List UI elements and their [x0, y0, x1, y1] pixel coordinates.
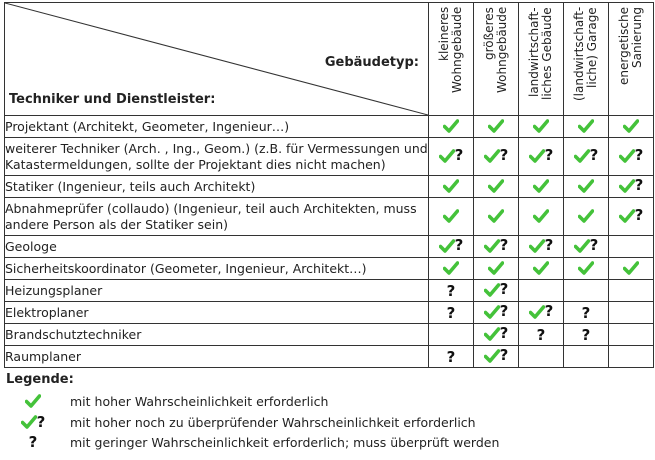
table-cell: [609, 346, 654, 368]
question-mark-icon: ?: [446, 347, 456, 366]
table-cell: [609, 198, 654, 236]
mark-checkq: [484, 237, 509, 255]
question-mark-icon: ?: [499, 346, 509, 364]
checkmark-icon: [529, 149, 545, 163]
checkmark-icon: [443, 209, 459, 223]
table-cell: [564, 198, 609, 236]
row-label: Statiker (Ingenieur, teils auch Architekt): [5, 176, 429, 198]
mark-check: [578, 207, 594, 225]
mark-q: [582, 304, 591, 322]
table-cell: [474, 116, 519, 138]
checkmark-icon: [529, 305, 545, 319]
table-cell: [609, 258, 654, 280]
checkmark-icon: [443, 119, 459, 133]
mark-checkq: [619, 207, 644, 225]
question-mark-icon: ?: [589, 146, 599, 164]
legend-symbol: [6, 392, 60, 410]
table-cell: [519, 280, 564, 302]
table-cell: [474, 324, 519, 346]
mark-check: [623, 259, 639, 277]
checkmark-icon: [533, 119, 549, 133]
table-cell: [564, 236, 609, 258]
checkmark-icon: [443, 261, 459, 275]
table-cell: [429, 176, 474, 198]
mark-checkq: [21, 413, 46, 431]
checkmark-icon: [488, 209, 504, 223]
table-row: [5, 258, 654, 280]
checkmark-icon: [484, 305, 500, 319]
table-row: [5, 324, 654, 346]
table-cell: [609, 116, 654, 138]
row-label: Brandschutztechniker: [5, 324, 429, 346]
column-header-small-residential: kleineres Wohngebäude: [429, 3, 474, 116]
question-mark-icon: ?: [499, 280, 509, 298]
mark-check: [578, 117, 594, 135]
question-mark-icon: ?: [28, 432, 38, 451]
legend-symbol: [6, 433, 60, 451]
table-cell: [474, 302, 519, 324]
mark-check: [533, 259, 549, 277]
table-cell: [609, 302, 654, 324]
column-header-large-residential: größeres Wohngebäude: [474, 3, 519, 116]
checkmark-icon: [484, 349, 500, 363]
mark-checkq: [439, 237, 464, 255]
legend-item-check: [6, 392, 328, 410]
mark-q: [29, 433, 38, 451]
row-label: weiterer Techniker (Arch. , Ing., Geom.) (z.B. für Vermessungen und Katastermeldungen, sollte der Projektant dies nicht machen): [5, 138, 429, 176]
mark-check: [443, 259, 459, 277]
checkmark-icon: [21, 415, 37, 429]
checkmark-icon: [619, 209, 635, 223]
mark-q: [537, 326, 546, 344]
table-cell: [609, 324, 654, 346]
row-label: Raumplaner: [5, 346, 429, 368]
table-cell: [429, 280, 474, 302]
row-label: Geologe: [5, 236, 429, 258]
table-row: [5, 176, 654, 198]
table-cell: [564, 324, 609, 346]
mark-check: [25, 392, 41, 410]
checkmark-icon: [533, 209, 549, 223]
checkmark-icon: [488, 179, 504, 193]
table-cell: [429, 198, 474, 236]
legend-text: mit hoher noch zu überprüfender Wahrscheinlichkeit erforderlich: [70, 414, 476, 430]
table-cell: [429, 302, 474, 324]
table-cell: [474, 280, 519, 302]
table-cell: [564, 302, 609, 324]
table-cell: [474, 236, 519, 258]
table-cell: [519, 302, 564, 324]
question-mark-icon: ?: [544, 236, 554, 254]
mark-check: [443, 207, 459, 225]
mark-check: [443, 177, 459, 195]
mark-check: [488, 259, 504, 277]
table-cell: [609, 280, 654, 302]
table-row: [5, 116, 654, 138]
table-cell: [474, 198, 519, 236]
table-cell: [474, 138, 519, 176]
checkmark-icon: [574, 149, 590, 163]
question-mark-icon: ?: [634, 206, 644, 224]
checkmark-icon: [488, 261, 504, 275]
checkmark-icon: [25, 394, 41, 408]
table-row: [5, 138, 654, 176]
question-mark-icon: ?: [446, 303, 456, 322]
legend-title: Legende:: [6, 372, 74, 387]
checkmark-icon: [529, 239, 545, 253]
mark-checkq: [484, 347, 509, 365]
row-label: Heizungsplaner: [5, 280, 429, 302]
mark-checkq: [574, 147, 599, 165]
question-mark-icon: ?: [634, 176, 644, 194]
checkmark-icon: [578, 261, 594, 275]
checkmark-icon: [484, 327, 500, 341]
table-cell: [519, 198, 564, 236]
table-cell: [519, 346, 564, 368]
mark-check: [488, 117, 504, 135]
mark-checkq: [484, 147, 509, 165]
mark-checkq: [529, 147, 554, 165]
mark-check: [578, 177, 594, 195]
table-body: [5, 116, 654, 368]
mark-check: [578, 259, 594, 277]
mark-checkq: [484, 303, 509, 321]
question-mark-icon: ?: [499, 146, 509, 164]
table-cell: [474, 176, 519, 198]
table-cell: [564, 176, 609, 198]
checkmark-icon: [533, 261, 549, 275]
question-mark-icon: ?: [454, 146, 464, 164]
row-label: Abnahmeprüfer (collaudo) (Ingenieur, teil auch Architekten, muss andere Person als der Statiker sein): [5, 198, 429, 236]
table-cell: [519, 176, 564, 198]
question-mark-icon: ?: [544, 146, 554, 164]
table-cell: [519, 138, 564, 176]
table-row: [5, 280, 654, 302]
mark-q: [447, 348, 456, 366]
question-mark-icon: ?: [446, 281, 456, 300]
row-label: Sicherheitskoordinator (Geometer, Ingenieur, Architekt…): [5, 258, 429, 280]
table-cell: [564, 138, 609, 176]
question-mark-icon: ?: [581, 303, 591, 322]
table-cell: [429, 116, 474, 138]
table-row: [5, 236, 654, 258]
column-header-energy-renovation: energetische Sanierung: [609, 3, 654, 116]
checkmark-icon: [578, 209, 594, 223]
question-mark-icon: ?: [581, 325, 591, 344]
table-corner-header: [5, 3, 429, 116]
checkmark-icon: [619, 149, 635, 163]
table-cell: [564, 116, 609, 138]
mark-check: [533, 117, 549, 135]
table-cell: [519, 116, 564, 138]
table-cell: [609, 236, 654, 258]
table-cell: [519, 258, 564, 280]
checkmark-icon: [484, 239, 500, 253]
mark-q: [447, 304, 456, 322]
mark-q: [582, 326, 591, 344]
table-row: [5, 198, 654, 236]
table-cell: [519, 236, 564, 258]
mark-checkq: [619, 147, 644, 165]
row-label: Projektant (Architekt, Geometer, Ingenieur…): [5, 116, 429, 138]
table-cell: [564, 258, 609, 280]
checkmark-icon: [484, 283, 500, 297]
mark-check: [488, 177, 504, 195]
legend-symbol: [6, 413, 60, 431]
column-header-agricultural: landwirtschaft- liches Gebäude: [519, 3, 564, 116]
mark-checkq: [619, 177, 644, 195]
column-header-garage: (landwirtschaft- liche) Garage: [564, 3, 609, 116]
question-mark-icon: ?: [589, 236, 599, 254]
checkmark-icon: [439, 149, 455, 163]
table-cell: [474, 346, 519, 368]
legend-text: mit geringer Wahrscheinlichkeit erforderlich; muss überprüft werden: [70, 434, 500, 450]
question-mark-icon: ?: [536, 325, 546, 344]
table-cell: [609, 138, 654, 176]
checkmark-icon: [533, 179, 549, 193]
mark-check: [533, 177, 549, 195]
mark-q: [447, 282, 456, 300]
mark-checkq: [484, 281, 509, 299]
row-label: Elektroplaner: [5, 302, 429, 324]
checkmark-icon: [484, 149, 500, 163]
mark-checkq: [484, 325, 509, 343]
question-mark-icon: ?: [454, 236, 464, 254]
table-cell: [429, 346, 474, 368]
checkmark-icon: [439, 239, 455, 253]
checkmark-icon: [578, 179, 594, 193]
table-cell: [474, 258, 519, 280]
question-mark-icon: ?: [499, 236, 509, 254]
mark-checkq: [574, 237, 599, 255]
table-row: [5, 346, 654, 368]
checkmark-icon: [488, 119, 504, 133]
checkmark-icon: [574, 239, 590, 253]
question-mark-icon: ?: [36, 412, 46, 431]
question-mark-icon: ?: [499, 302, 509, 320]
legend-item-check-question: [6, 413, 476, 431]
checkmark-icon: [623, 261, 639, 275]
header-row: [5, 3, 654, 116]
table-cell: [429, 258, 474, 280]
building-type-label: Gebäudetyp:: [324, 55, 419, 70]
question-mark-icon: ?: [499, 324, 509, 342]
question-mark-icon: ?: [544, 302, 554, 320]
table-cell: [564, 280, 609, 302]
technician-label: Techniker und Dienstleister:: [9, 92, 216, 107]
checkmark-icon: [443, 179, 459, 193]
table-cell: [609, 176, 654, 198]
table-cell: [564, 346, 609, 368]
table-cell: [429, 138, 474, 176]
mark-check: [488, 207, 504, 225]
requirements-table: [4, 2, 654, 368]
question-mark-icon: ?: [634, 146, 644, 164]
mark-checkq: [439, 147, 464, 165]
table-cell: [429, 324, 474, 346]
mark-check: [533, 207, 549, 225]
mark-checkq: [529, 237, 554, 255]
mark-check: [443, 117, 459, 135]
checkmark-icon: [623, 119, 639, 133]
table-cell: [519, 324, 564, 346]
checkmark-icon: [619, 179, 635, 193]
table-cell: [429, 236, 474, 258]
mark-check: [623, 117, 639, 135]
checkmark-icon: [578, 119, 594, 133]
table-row: [5, 302, 654, 324]
legend-item-question: [6, 433, 499, 451]
mark-checkq: [529, 303, 554, 321]
legend-text: mit hoher Wahrscheinlichkeit erforderlich: [70, 393, 329, 409]
